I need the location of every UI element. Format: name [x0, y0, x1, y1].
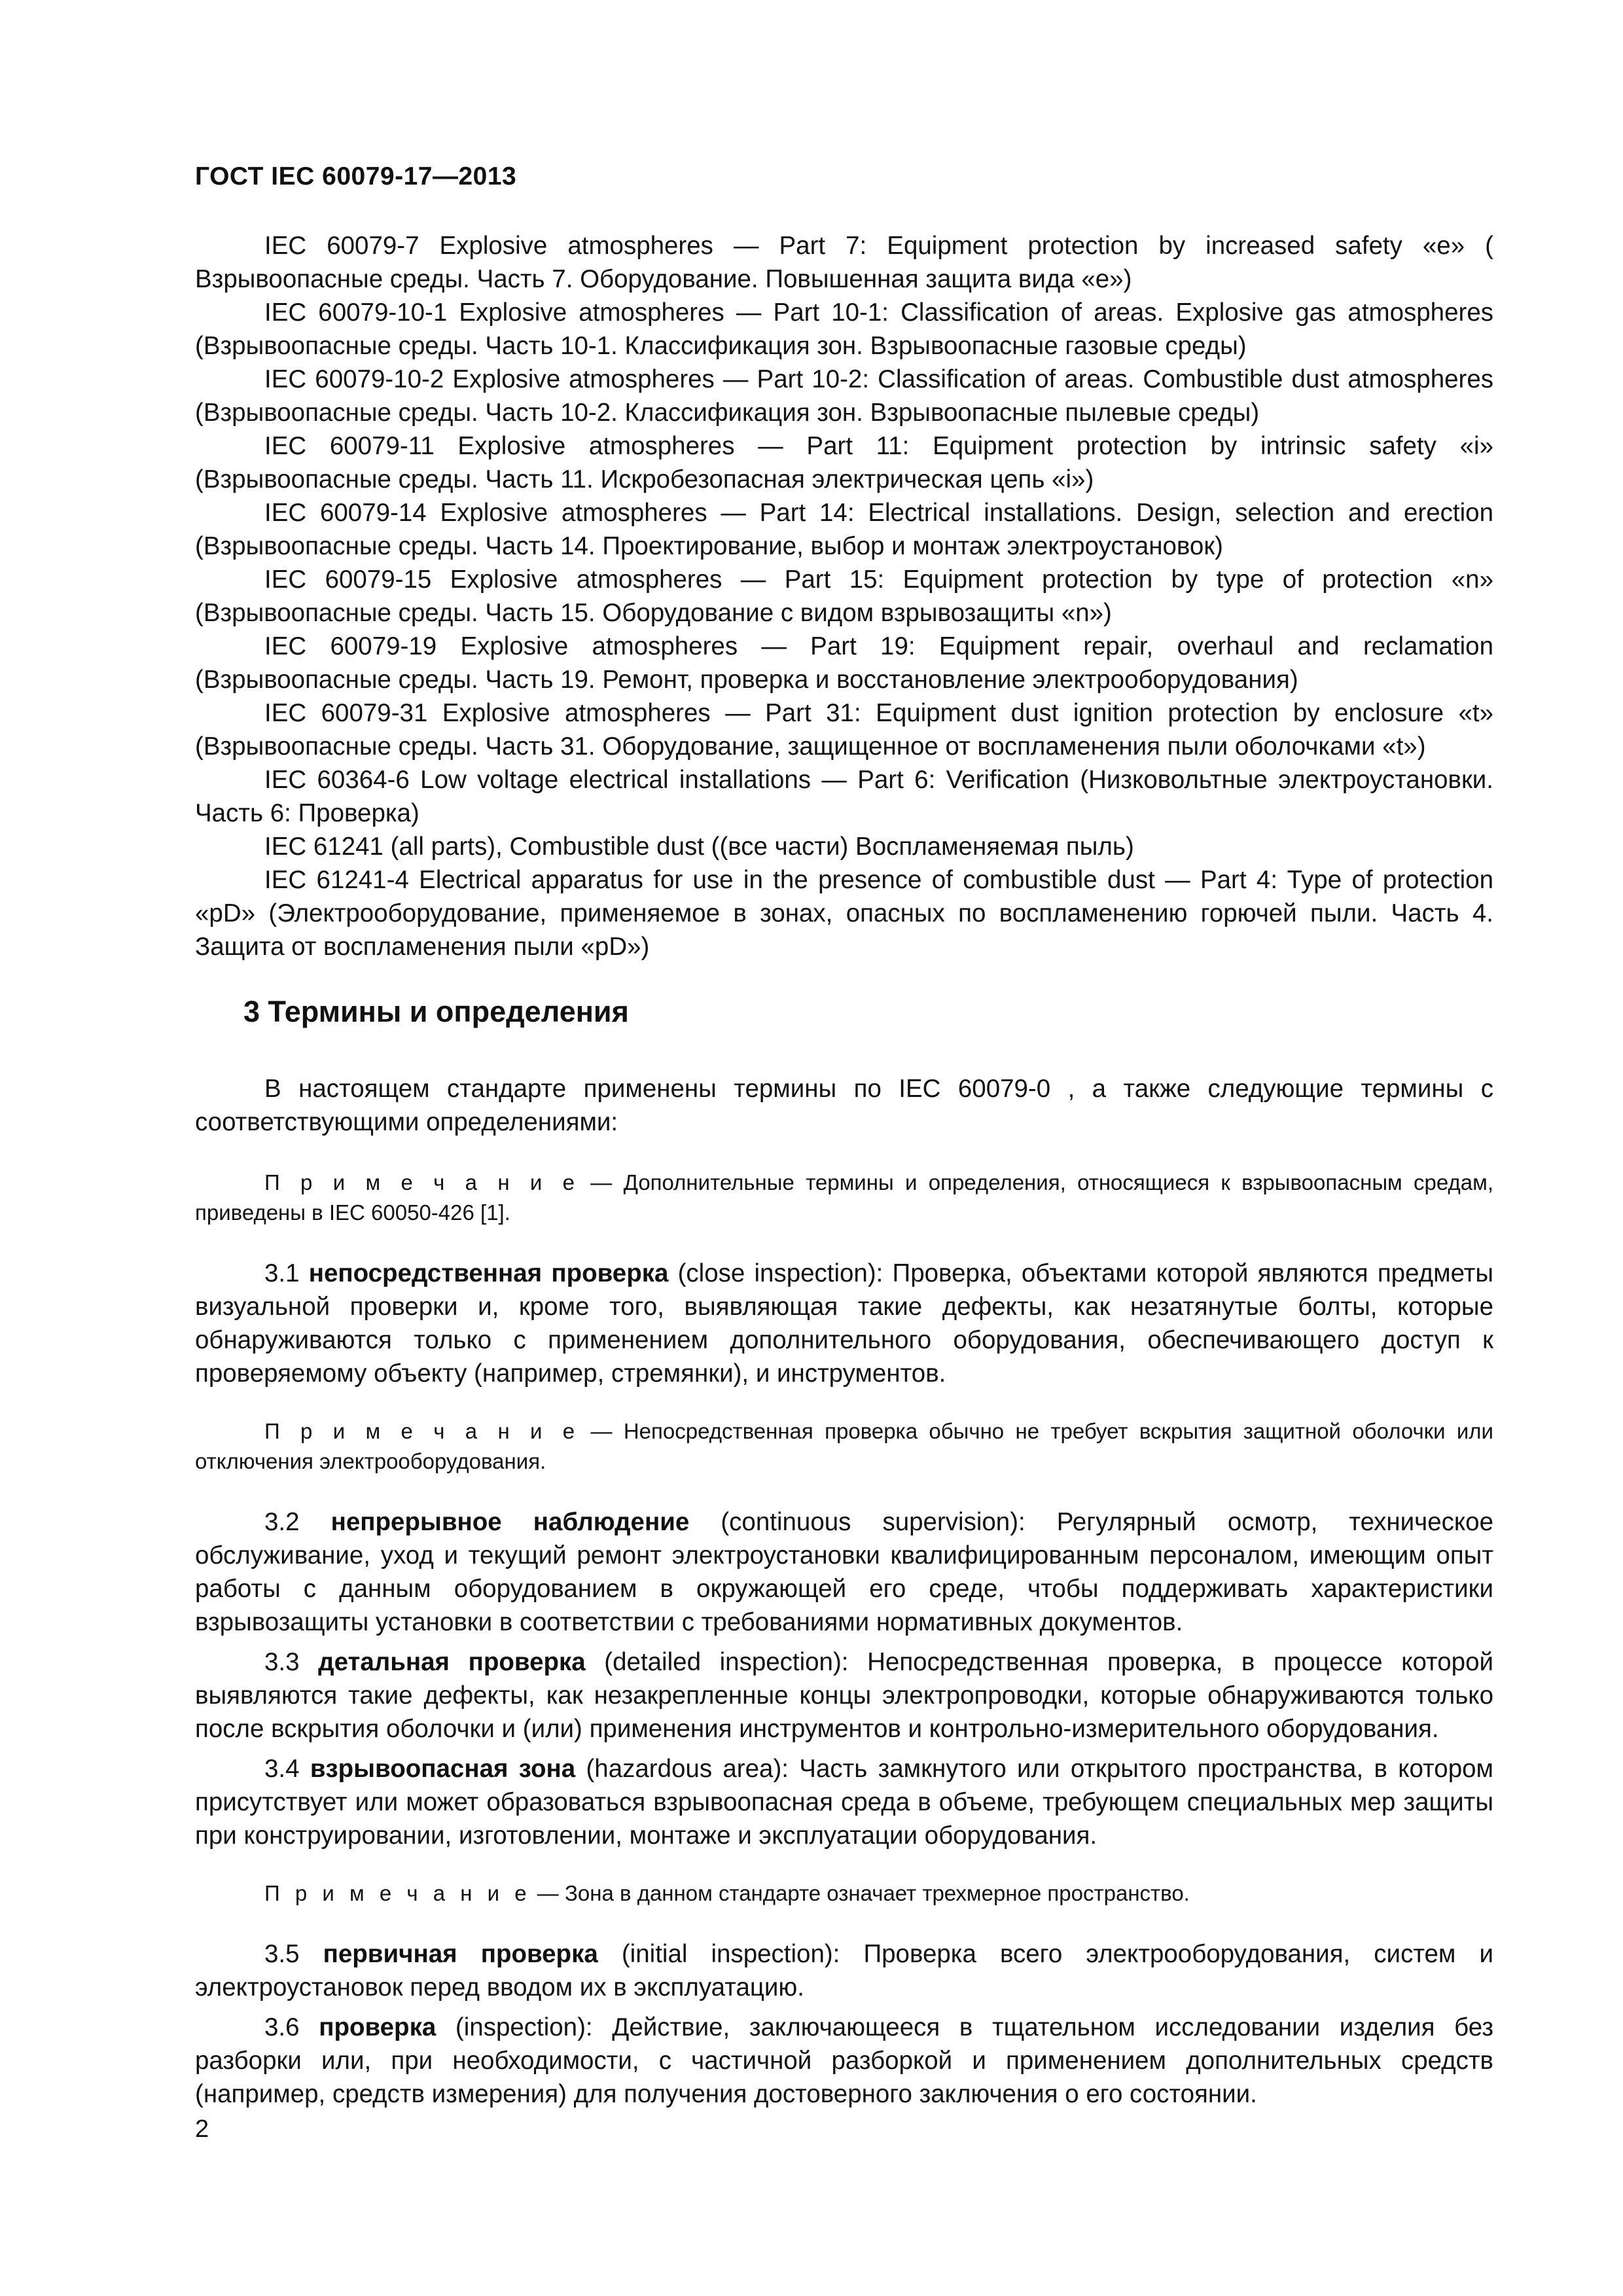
term-number: 3.6 [264, 2013, 319, 2041]
reference-item: IEC 60079-10-2 Explosive atmospheres — Part 10-2: Classification of areas. Combustible dust atmospheres (Взрывоопасные среды. Часть 10-2. Классификация зон. Взрывоопасные пылевые среды) [195, 365, 1493, 427]
note-label: П р и м е ч а н и е [264, 1881, 531, 1905]
reference-item: IEC 60364-6 Low voltage electrical installations — Part 6: Verification (Низковольтные электроустановки. Часть 6: Проверка) [195, 766, 1493, 827]
section-intro: В настоящем стандарте применены термины по IEC 60079-0 , а также следующие термины с соответствующими определениями: [195, 1075, 1493, 1136]
term-number: 3.3 [264, 1648, 319, 1676]
term-name: непрерывное наблюдение [330, 1508, 690, 1536]
term-number: 3.1 [264, 1259, 309, 1287]
term-name: детальная проверка [318, 1648, 586, 1676]
terms-section [195, 1072, 1493, 2111]
term-text: (initial inspection): Проверка всего электрооборудования, систем и электроустановок перед вводом их в эксплуатацию. [195, 1940, 1493, 2001]
document-header: ГОСТ IEC 60079-17—2013 [195, 162, 517, 190]
term-definition [195, 1257, 1493, 1390]
term-text: (hazardous area): Часть замкнутого или открытого пространства, в котором присутствует или может образоваться взрывоопасная среда в объеме, требующем специальных мер защиты при конструировании, изготовлении, монтаже и эксплуатации оборудования. [195, 1755, 1493, 1850]
page-number: 2 [195, 2115, 209, 2143]
note [195, 1416, 1493, 1477]
term-name: проверка [319, 2013, 437, 2041]
term-definition [195, 1645, 1493, 1746]
reference-item: IEC 60079-11 Explosive atmospheres — Part 11: Equipment protection by intrinsic safety «i» (Взрывоопасные среды. Часть 11. Искробезопасная электрическая цепь «i») [195, 432, 1493, 493]
reference-item: IEC 60079-31 Explosive atmospheres — Part 31: Equipment dust ignition protection by enclosure «t» (Взрывоопасные среды. Часть 31. Оборудование, защищенное от воспламенения пыли оболочками «t») [195, 699, 1493, 761]
term-definition [195, 1752, 1493, 1852]
reference-item: IEC 60079-15 Explosive atmospheres — Part 15: Equipment protection by type of protection «n» (Взрывоопасные среды. Часть 15. Оборудование с видом взрывозащиты «n») [195, 565, 1493, 627]
term-number: 3.2 [264, 1508, 331, 1536]
term-text: (close inspection): Проверка, объектами которой являются предметы визуальной проверки и, кроме того, выявляющая такие дефекты, как незатянутые болты, которые обнаруживаются только с применением дополнительного оборудования, обеспечивающего доступ к проверяемому объекту (например, стремянки), и инструментов. [195, 1259, 1494, 1388]
note-text: — Дополнительные термины и определения, относящиеся к взрывоопасным средам, приведены в IEC 60050-426 [1]. [195, 1170, 1493, 1225]
term-number: 3.5 [264, 1940, 323, 1968]
term-number: 3.4 [264, 1755, 310, 1783]
note-label: П р и м е ч а н и е [264, 1419, 580, 1443]
note [195, 1168, 1493, 1228]
note [195, 1878, 1493, 1909]
reference-item: IEC 60079-14 Explosive atmospheres — Part 14: Electrical installations. Design, selection and erection (Взрывоопасные среды. Часть 14. Проектирование, выбор и монтаж электроустановок) [195, 499, 1493, 560]
note-label: П р и м е ч а н и е [264, 1170, 579, 1194]
term-text: (inspection): Действие, заключающееся в тщательном исследовании изделия без разборки или, при необходимости, с частичной разборкой и применением дополнительных средств (например, средств измерения) для получения достоверного заключения о его состоянии. [195, 2013, 1494, 2108]
reference-item: IEC 60079-7 Explosive atmospheres — Part 7: Equipment protection by increased safety «e» ( Взрывоопасные среды. Часть 7. Оборудование. Повышенная защита вида «e») [195, 232, 1493, 293]
term-definition [195, 2011, 1493, 2111]
reference-item: IEC 60079-19 Explosive atmospheres — Part 19: Equipment repair, overhaul and reclamation (Взрывоопасные среды. Часть 19. Ремонт, проверка и восстановление электрооборудования) [195, 632, 1493, 694]
term-definition [195, 1505, 1493, 1639]
reference-item: IEC 61241-4 Electrical apparatus for use in the presence of combustible dust — Part 4: Type of protection «pD» (Электрооборудование, применяемое в зонах, опасных по воспламенению горючей пыли. Часть 4. Защита от воспламенения пыли «pD») [195, 866, 1493, 961]
note-text: — Зона в данном стандарте означает трехмерное пространство. [531, 1881, 1190, 1905]
term-name: первичная проверка [323, 1940, 598, 1968]
term-name: непосредственная проверка [308, 1259, 669, 1287]
references-list [195, 229, 1493, 963]
note-text: — Непосредственная проверка обычно не требует вскрытия защитной оболочки или отключения электрооборудования. [195, 1419, 1493, 1473]
term-text: (detailed inspection): Непосредственная проверка, в процессе которой выявляются такие дефекты, как незакрепленные концы электропроводки, которые обнаруживаются только после вскрытия оболочки и (или) применения инструментов и контрольно-измерительного оборудования. [195, 1648, 1493, 1743]
reference-item: IEC 61241 (all parts), Combustible dust ((все части) Воспламеняемая пыль) [264, 833, 1134, 861]
reference-item: IEC 60079-10-1 Explosive atmospheres — Part 10-1: Classification of areas. Explosive gas atmospheres (Взрывоопасные среды. Часть 10-1. Классификация зон. Взрывоопасные газовые среды) [195, 298, 1493, 360]
term-definition [195, 1937, 1493, 2004]
section-title: 3 Термины и определения [243, 995, 629, 1028]
term-name: взрывоопасная зона [310, 1755, 576, 1783]
term-text: (continuous supervision): Регулярный осмотр, техническое обслуживание, уход и текущий ремонт электроустановки квалифицированным персоналом, имеющим опыт работы с данным оборудованием в окружающей его среде, чтобы поддерживать характеристики взрывозащиты установки в соответствии с требованиями нормативных документов. [195, 1508, 1493, 1636]
